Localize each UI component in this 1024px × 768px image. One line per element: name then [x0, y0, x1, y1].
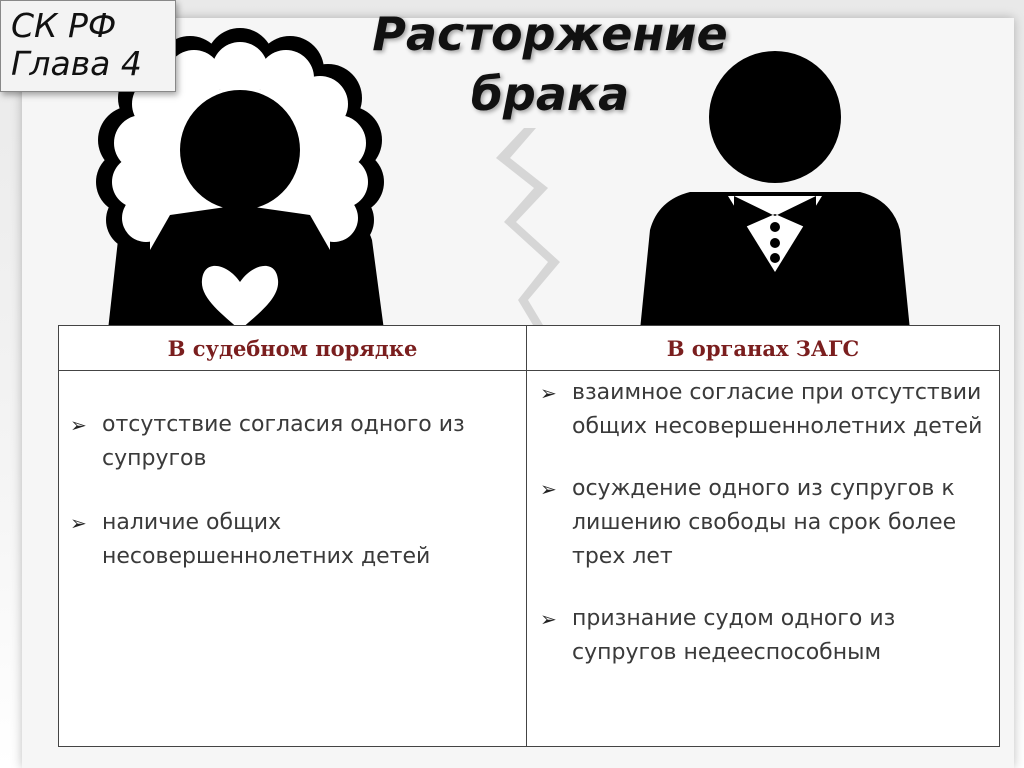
- crack-line: [496, 128, 560, 330]
- list-item-text: взаимное согласие при отсутствии общих несовершеннолетних детей: [572, 380, 983, 439]
- table-row: [59, 371, 1000, 747]
- comparison-table: [58, 325, 1000, 747]
- arrow-bullet-icon: ➢: [70, 413, 87, 437]
- chapter-tag-line2: Глава 4: [11, 44, 142, 83]
- arrow-bullet-icon: ➢: [540, 381, 557, 405]
- list-item: [534, 472, 992, 574]
- list-item: [64, 506, 515, 574]
- list-item: [64, 408, 515, 476]
- court-cell: [59, 371, 527, 747]
- slide-title: [330, 4, 770, 124]
- header-court: В судебном порядке: [59, 326, 527, 371]
- slide-title-line1: Расторжение: [372, 7, 728, 61]
- list-item-text: осуждение одного из супругов к лишению свободы на срок более трех лет: [572, 476, 957, 569]
- court-list: [60, 372, 525, 574]
- list-item-text: признание судом одного из супругов недееспособным: [572, 606, 896, 665]
- chapter-tag-line1: СК РФ: [11, 6, 117, 45]
- list-item-text: отсутствие согласия одного из супругов: [102, 412, 465, 471]
- registry-list: [528, 372, 998, 670]
- list-item-text: наличие общих несовершеннолетних детей: [102, 510, 431, 569]
- list-item: [534, 376, 992, 444]
- slide-title-line2: брака: [470, 67, 630, 121]
- arrow-bullet-icon: ➢: [70, 511, 87, 535]
- arrow-bullet-icon: ➢: [540, 477, 557, 501]
- header-registry: В органах ЗАГС: [527, 326, 1000, 371]
- registry-cell: [527, 371, 1000, 747]
- table-header-row: [59, 326, 1000, 371]
- chapter-tag: [0, 0, 176, 92]
- list-item: [534, 602, 992, 670]
- arrow-bullet-icon: ➢: [540, 607, 557, 631]
